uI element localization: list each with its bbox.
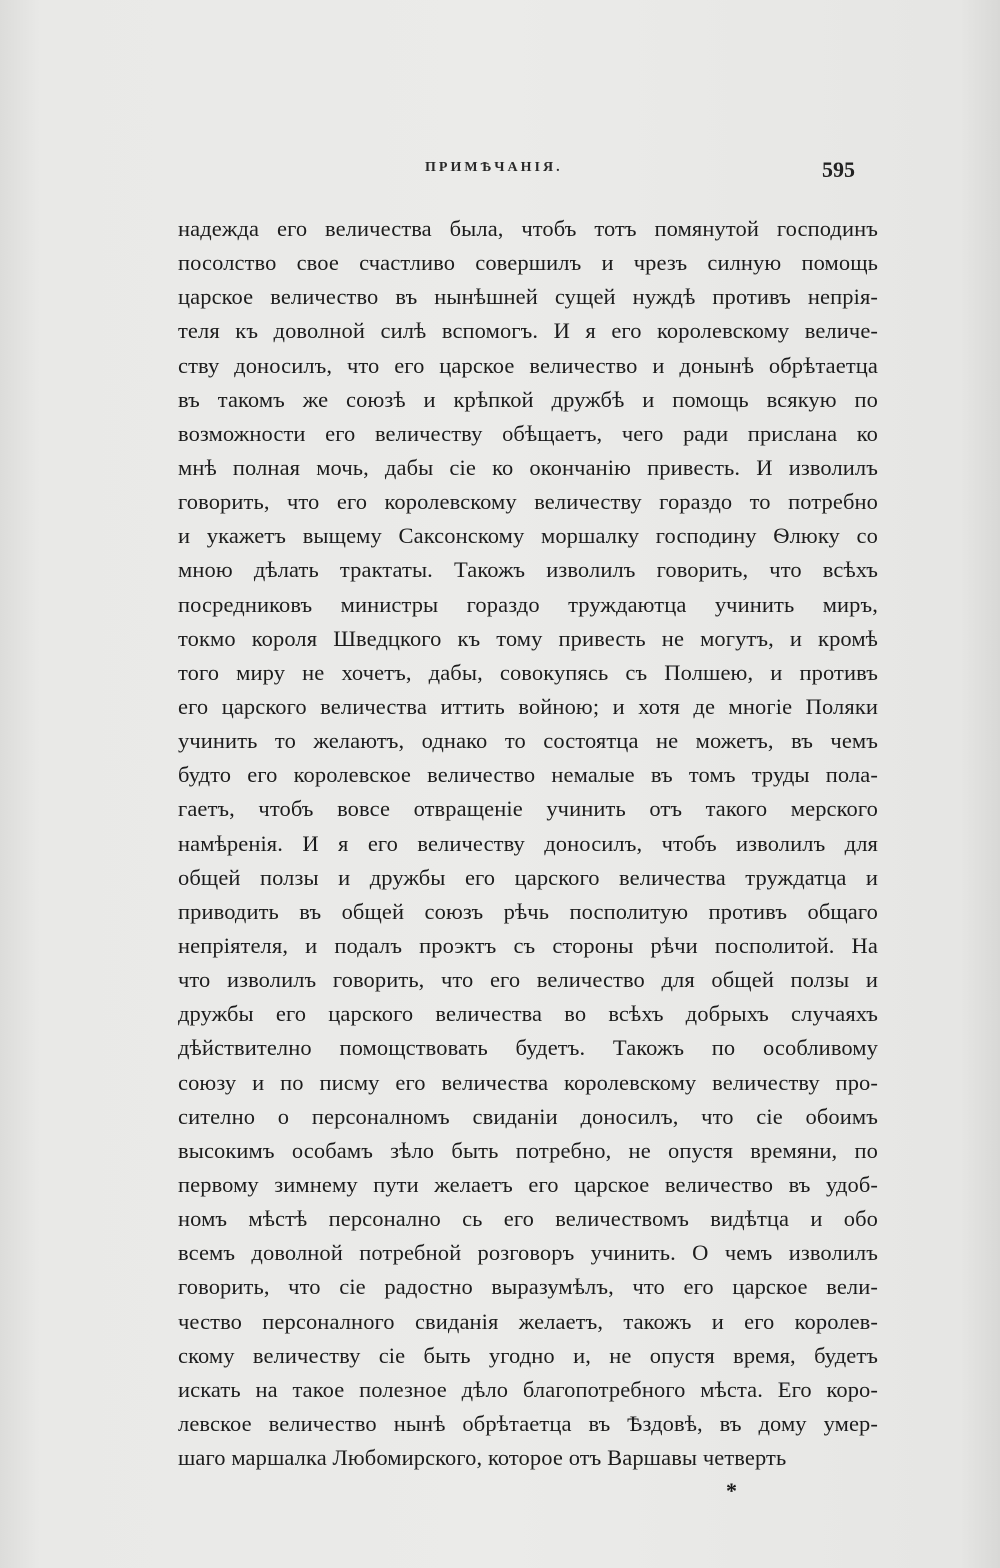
text-line: мною дѣлать трактаты. Такожъ изволилъ говорить, что всѣхъ xyxy=(178,557,878,583)
text-line: теля къ доволной силѣ вспомогъ. И я его королевскому величе- xyxy=(178,318,878,344)
running-title: ПРИМѢЧАНІЯ. xyxy=(425,160,563,175)
text-line: царское величество въ нынѣшней сущей нуждѣ противъ непрія- xyxy=(178,284,878,310)
text-line: приводить въ общей союзъ рѣчь посполитую противъ общаго xyxy=(178,898,878,924)
text-line: общей ползы и дружбы его царского величества труждатца и xyxy=(178,864,878,890)
text-line: учинить то желаютъ, однако то состоятца не можетъ, въ чемъ xyxy=(178,728,878,754)
page-number: 595 xyxy=(822,157,855,182)
text-line: надежда его величества была, чтобъ тотъ помянутой господинъ xyxy=(178,216,878,241)
text-line: союзу и по писму его величества королевскому величеству про- xyxy=(178,1069,878,1095)
text-line: левское величество нынѣ обрѣтаетца въ Ѣздовѣ, въ дому умер- xyxy=(178,1410,878,1436)
signature-mark: * xyxy=(726,1478,737,1503)
text-line: дружбы его царского величества во всѣхъ добрыхъ случаяхъ xyxy=(178,1001,878,1027)
text-line: будто его королевское величество немалые въ томъ труды пола- xyxy=(178,762,878,788)
text-line: возможности его величеству обѣщаетъ, чего ради прислана ко xyxy=(178,420,878,446)
text-line: его царского величества иттить войною; и хотя де многіе Поляки xyxy=(178,693,878,719)
text-line: первому зимнему пути желаетъ его царское величество въ удоб- xyxy=(178,1171,878,1197)
text-line: дѣйствително помощствовать будетъ. Такожъ по особливому xyxy=(178,1035,878,1061)
text-line: ству доносилъ, что его царское величество и донынѣ обрѣтаетца xyxy=(178,352,878,378)
text-line: высокимъ особамъ зѣло быть потребно, не опустя времяни, по xyxy=(178,1137,878,1163)
text-line: и укажетъ выщему Саксонскому моршалку господину Ѳлюку со xyxy=(178,523,878,549)
text-line: всемъ доволной потребной розговоръ учинить. О чемъ изволилъ xyxy=(178,1240,878,1266)
text-line: шаго маршалка Любомирского, которое отъ Варшавы четверть xyxy=(178,1445,787,1471)
text-line: того миру не хочетъ, дабы, совокупясь съ Полшею, и противъ xyxy=(178,659,878,685)
text-line: непріятеля, и подалъ проэктъ съ стороны рѣчи посполитой. На xyxy=(178,932,878,958)
text-line: въ такомъ же союзѣ и крѣпкой дружбѣ и помощь всякую по xyxy=(178,386,878,412)
text-line: мнѣ полная мочь, дабы сіе ко окончанію привесть. И изволилъ xyxy=(178,454,878,480)
text-line: искать на такое полезное дѣло благопотребного мѣста. Его коро- xyxy=(178,1376,878,1402)
text-line: скому величеству сіе быть угодно и, не опустя время, будетъ xyxy=(178,1342,878,1368)
text-line: токмо короля Шведцкого къ тому привесть не могутъ, и кромѣ xyxy=(178,625,878,651)
text-line: чество персоналного свиданія желаетъ, такожъ и его королев- xyxy=(178,1308,878,1334)
text-line: сително о персоналномъ свиданіи доносилъ, что сіе обоимъ xyxy=(178,1103,878,1129)
text-line: гаетъ, чтобъ вовсе отвращеніе учинить отъ такого мерского xyxy=(178,796,878,822)
text-line: говорить, что сіе радостно выразумѣлъ, что его царское вели- xyxy=(178,1274,878,1300)
text-line: говорить, что его королевскому величеству гораздо то потребно xyxy=(178,489,878,515)
text-line: посолство свое счастливо совершилъ и чрезъ силную помощь xyxy=(178,250,878,276)
text-line: номъ мѣстѣ персонално сь его величествомъ видѣтца и обо xyxy=(178,1206,878,1232)
text-line: намѣренія. И я его величеству доносилъ, чтобъ изволилъ для xyxy=(178,830,878,856)
text-line: что изволилъ говорить, что его величество для общей ползы и xyxy=(178,967,878,993)
text-line: посредниковъ министры гораздо труждаютца учинить миръ, xyxy=(178,591,878,617)
body-text xyxy=(178,212,878,1475)
